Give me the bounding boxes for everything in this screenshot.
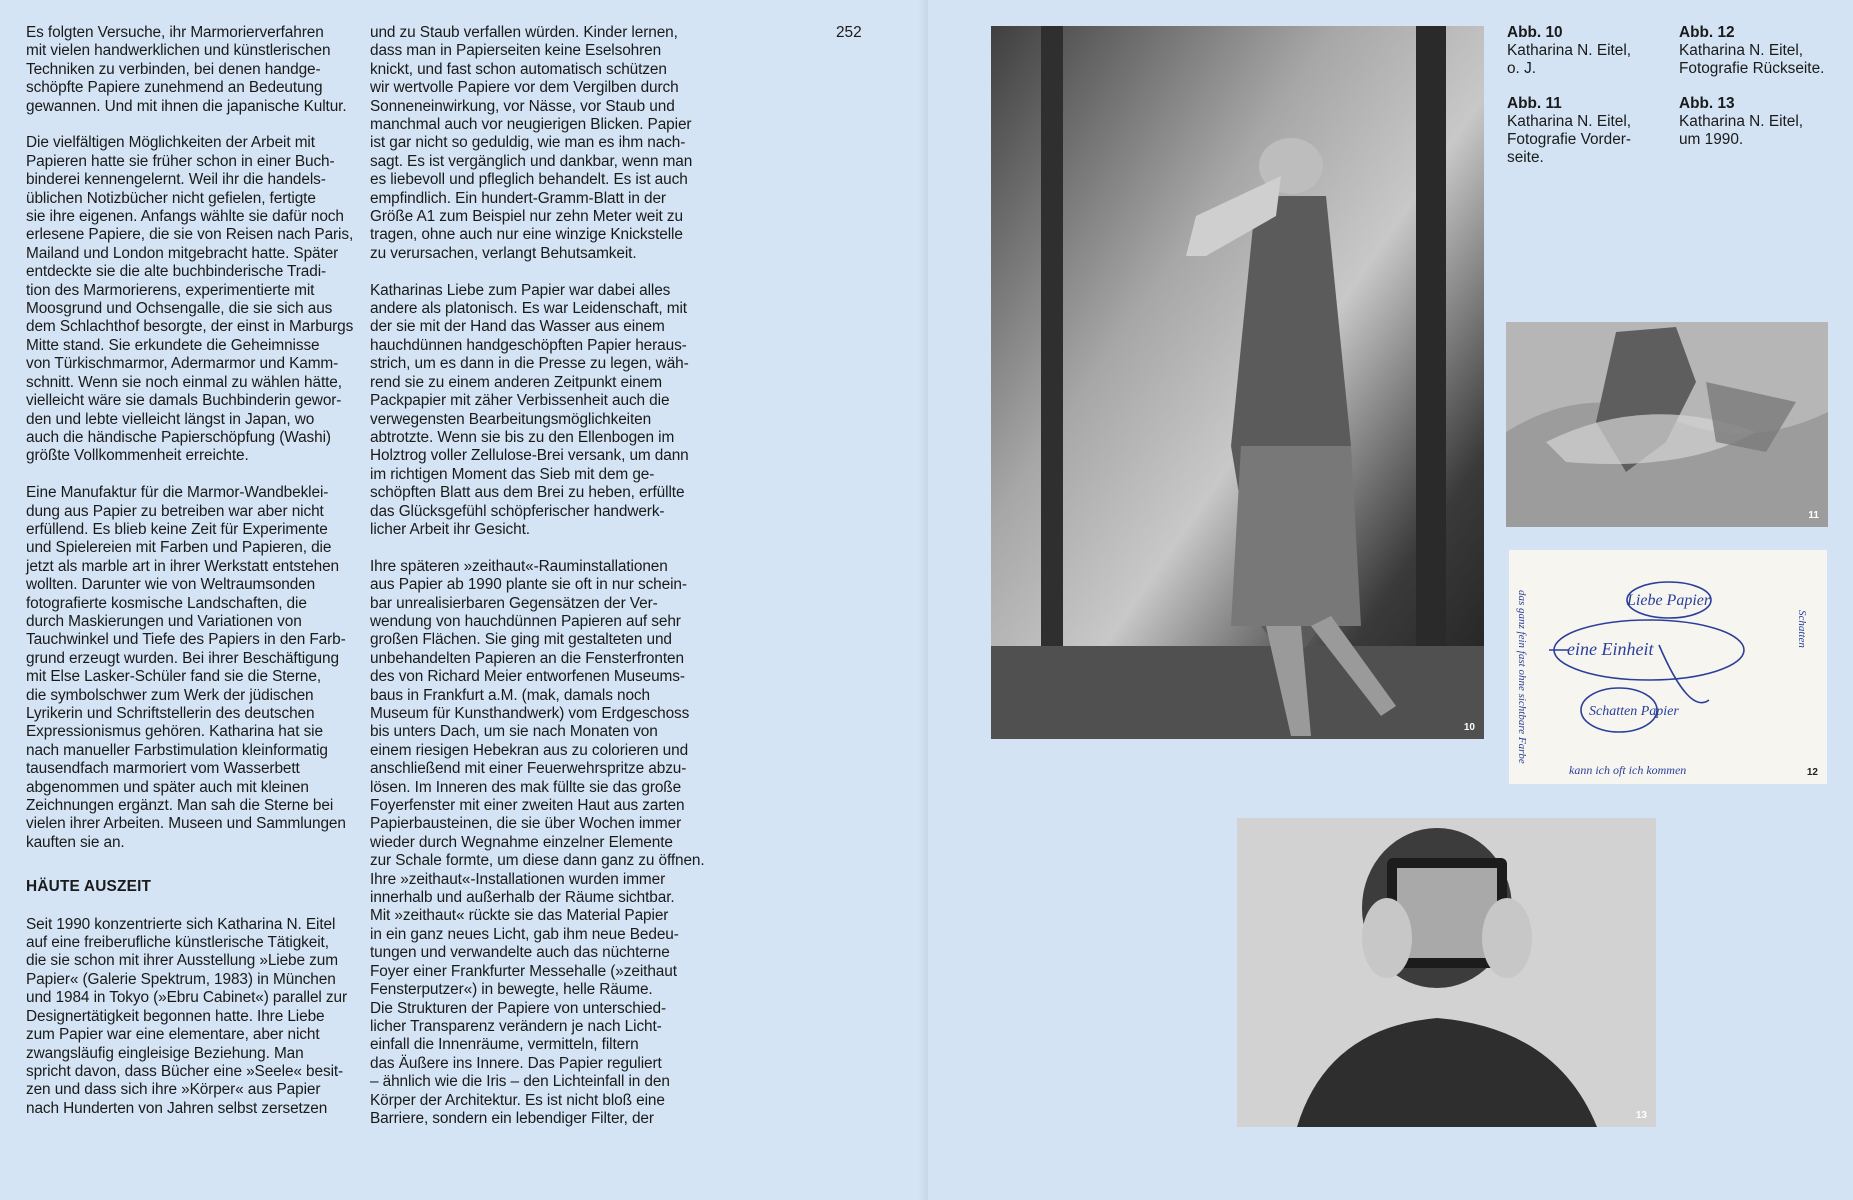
figure-number: 13 <box>1635 1110 1647 1121</box>
photo-11-image <box>1506 322 1828 527</box>
photo-handwritten-back <box>1509 550 1827 784</box>
caption-title: Abb. 11 <box>1507 95 1562 112</box>
caption-text: Katharina N. Eitel, um 1990. <box>1679 113 1804 148</box>
paragraph: Eine Manufaktur für die Marmor-Wandbeklei- dung aus Papier zu betreiben war aber nicht erfüllend. Es blieb keine Zeit für Experimente und Spielereien mit Farben und Papieren, die jetzt als marble art in ihrer Werkstatt entstehen wollten. Darunter wie von Weltraumsonden fotografierte kosmische Landschaften, die durch Maskierungen und Variationen von Tauchwinkel und Tiefe des Papiers in den Farb- grund erzeugt wurden. Bei ihrer Beschäftigung mit Else Lasker-Schüler fand sie die Sterne, die symbolschwer zum Werk der jüdischen Lyrikerin und Schriftstellerin des deutschen Expressionismus gehören. Katharina hat sie nach manueller Farbstimulation kleinformatig tausendfach marmoriert vom Wasserbett abgenommen und später auch mit kleinen Zeichnungen ergänzt. Man sah die Sterne bei vielen ihrer Arbeiten. Museen und Sammlungen kauften sie an. <box>26 484 346 851</box>
caption-text: Katharina N. Eitel, o. J. <box>1507 42 1632 77</box>
paragraph: Katharinas Liebe zum Papier war dabei alles andere als platonisch. Es war Leidenschaft, mit der sie mit der Hand das Wasser aus einem hauchdünnen handgeschöpften Papier heraus- strich, um es dann in die Presse zu legen, wäh- rend sie zu einem anderen Zeitpunkt einem Packpapier mit zäher Verbissenheit auch die verwegensten Bearbeitungsmöglichkeiten abtrotzte. Wenn sie bis zu den Ellenbogen im Holztrog voller Zellulose-Brei versank, um dann im richtigen Moment das Sieb mit dem ge- schöpften Blatt aus dem Brei zu heben, erfüllte das Glücksgefühl schöpferischer handwerk- licher Arbeit ihr Gesicht. <box>370 281 689 538</box>
handwriting-bottom: kann ich oft ich kommen <box>1569 763 1687 777</box>
paragraph: und zu Staub verfallen würden. Kinder lernen, dass man in Papierseiten keine Eselsohren knickt, und fast schon automatisch schützen wir wertvolle Papiere vor dem Vergilben durch Sonneneinwirkung, vor Nässe, vor Staub und manchmal auch vor neugierigen Blicken. Papier ist gar nicht so geduldig, wie man es ihm nach- sagt. Es ist vergänglich und dankbar, wenn man es liebevoll und pfleglich behandelt. Es ist auch empfindlich. Ein hundert-Gramm-Blatt in der Größe A1 zum Beispiel nur zehn Meter weit zu tragen, ohne auch nur eine winzige Knickstelle zu verursachen, verlangt Behutsamkeit. <box>370 24 693 262</box>
handwriting-line-1: Liebe Papier <box>1627 592 1711 609</box>
caption-figure-10 <box>1507 24 1667 78</box>
figure-number: 12 <box>1806 767 1818 778</box>
handwriting-line-2: eine Einheit <box>1567 639 1654 659</box>
figure-number: 10 <box>1463 722 1475 733</box>
text-column-1 <box>26 24 356 1137</box>
handwriting-left: das ganz fein fast ohne sichtbare Farbe <box>1516 590 1528 764</box>
caption-title: Abb. 13 <box>1679 95 1735 112</box>
figure-number: 11 <box>1808 510 1819 521</box>
photo-12-image <box>1509 550 1827 784</box>
caption-text: Katharina N. Eitel, Fotografie Vorder- seite. <box>1507 113 1632 166</box>
paragraph: Es folgten Versuche, ihr Marmorierverfahren mit vielen handwerklichen und künstlerischen Techniken zu verbinden, bei denen handge- schöpfte Papiere zunehmend an Bedeutung gewannen. Und mit ihnen die japanische Kultur. <box>26 24 347 115</box>
photo-woman-in-hat <box>991 26 1484 739</box>
paragraph: Ihre späteren »zeithaut«-Rauminstallationen aus Papier ab 1990 plante sie oft in nur schein- bar unrealisierbaren Gegensätzen der Ver- wendung von hauchdünnen Papieren auf sehr großen Flächen. Sie ging mit gestalteten und unbehandelten Papieren an die Fensterfronten des von Richard Meier entworfenen Museums- baus in Frankfurt a.M. (mak, damals noch Museum für Kunsthandwerk) vom Erdgeschoss bis unters Dach, um sie nach Monaten von einem riesigen Hebekran aus zu colorieren und anschließend mit einer Feuerwehrspritze abzu- lösen. Im Inneren des mak füllte sie das große Foyerfenster mit einer zweiten Haut aus zarten Papierbausteinen, die sie über Wochen immer wieder durch Wegnahme einzelner Elemente zur Schale formte, um diese dann ganz zu öffnen. Ihre »zeithaut«-Installationen wurden immer innerhalb und außerhalb der Räume sichtbar. Mit »zeithaut« rückte sie das Material Papier in ein ganz neues Licht, gab ihm neue Bedeu- tungen und verwandelte auch das nüchterne Foyer einer Frankfurter Messehalle (»zeithaut Fensterputzer«) in bewegte, helle Räume. Die Strukturen der Papiere von unterschied- licher Transparenz verändern je nach Licht- einfall die Innenräume, vermitteln, filtern das Äußere ins Innere. Das Papier reguliert – ähnlich wie die Iris – den Lichteinfall in den Körper der Architektur. Es ist nicht bloß eine Barriere, sondern ein lebendiger Filter, der <box>370 557 705 1127</box>
photo-13-image <box>1237 818 1656 1127</box>
photo-10-image <box>991 26 1484 739</box>
photo-woman-with-frame <box>1237 818 1656 1127</box>
paragraph: Seit 1990 konzentrierte sich Katharina N. Eitel auf eine freiberufliche künstlerische Tätigkeit, die sie schon mit ihrer Ausstellung »Liebe zum Papier« (Galerie Spektrum, 1983) in München und 1984 in Tokyo (»Ebru Cabinet«) parallel zur Designertätigkeit begonnen hatte. Ihre Liebe zum Papier war eine elementare, aber nicht zwangsläufig eingleisige Beziehung. Man spricht davon, dass Bücher eine »Seele« besit- zen und dass sich ihre »Körper« aus Papier nach Hunderten von Jahren selbst zersetzen <box>26 915 347 1117</box>
caption-title: Abb. 10 <box>1507 24 1563 41</box>
text-column-2 <box>370 24 705 1147</box>
left-page <box>0 0 925 1200</box>
caption-figure-11 <box>1507 95 1667 167</box>
section-heading: HÄUTE AUSZEIT <box>26 878 152 896</box>
page-number: 252 <box>836 24 862 41</box>
handwriting-line-3: Schatten Papier <box>1589 704 1679 719</box>
paragraph: Die vielfältigen Möglichkeiten der Arbeit mit Papieren hatte sie früher schon in einer Buch- binderei kennengelernt. Weil ihr die handels- üblichen Notizbücher nicht gefielen, fertigte sie ihre eigenen. Anfangs wählte sie dafür noch erlesene Papiere, die sie von Reisen nach Paris, Mailand und London mitgebracht hatte. Später entdeckte sie die alte buchbinderische Tradi- tion des Marmorierens, experimentierte mit Moosgrund und Ochsengalle, die sie sich aus dem Schlachthof besorgte, der einst in Marburgs Mitte stand. Sie erkundete die Geheimnisse von Türkischmarmor, Adermarmor und Kamm- schnitt. Wenn sie noch einmal zu wählen hätte, vielleicht wäre sie damals Buchbinderin gewor- den und lebte vielleicht längst in Japan, wo auch die händische Papierschöpfung (Washi) größte Vollkommenheit erreichte. <box>26 134 354 465</box>
caption-title: Abb. 12 <box>1679 24 1735 41</box>
photo-paper-object-front <box>1506 322 1828 527</box>
caption-text: Katharina N. Eitel, Fotografie Rückseite. <box>1679 42 1825 77</box>
handwriting-side: Schatten <box>1796 610 1808 648</box>
caption-figure-12 <box>1679 24 1839 78</box>
caption-figure-13 <box>1679 95 1839 149</box>
